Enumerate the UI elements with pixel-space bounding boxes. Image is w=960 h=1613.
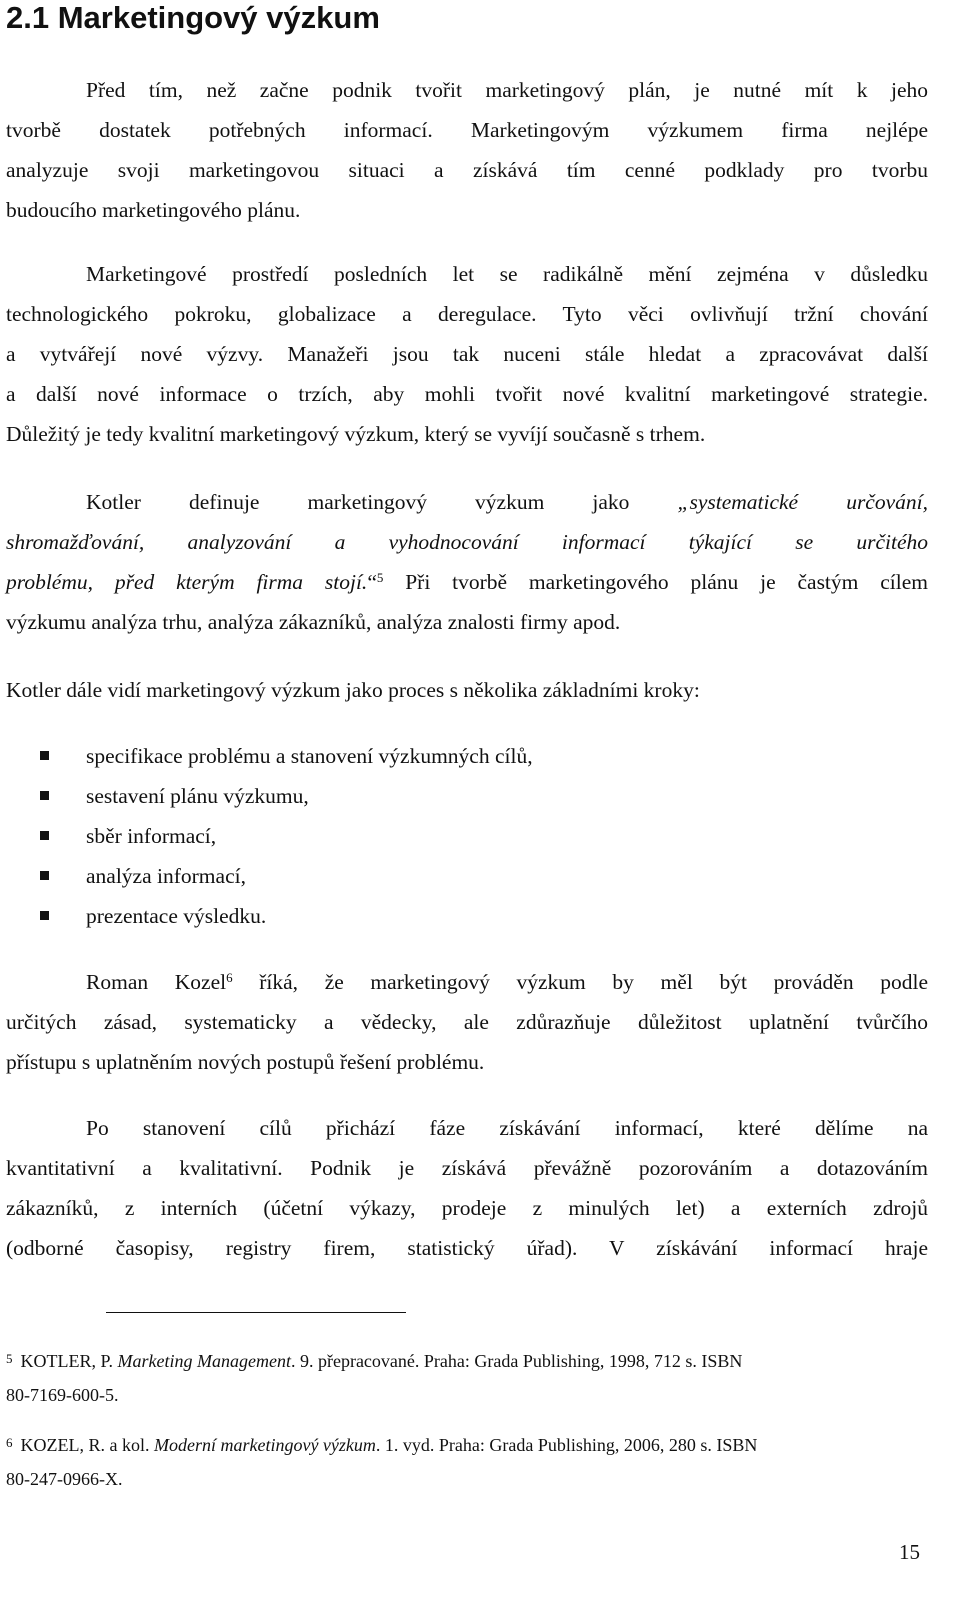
paragraph-line: Po stanovení cílů přichází fáze získávání informací, které dělíme na: [86, 1116, 928, 1140]
footnote: [6, 1344, 928, 1412]
bullet-square-icon: [40, 911, 49, 920]
paragraph-line: technologického pokroku, globalizace a deregulace. Tyto věci ovlivňují tržní chování: [6, 302, 928, 326]
closing-quote: “: [367, 570, 377, 594]
text-normal: Při tvorbě marketingového plánu je častým cílem: [383, 570, 928, 594]
footnote-number: 6: [6, 1435, 13, 1450]
footnote-text: KOTLER, P.: [20, 1351, 118, 1371]
list-item-text: prezentace výsledku.: [86, 904, 267, 928]
paragraph-line: kvantitativní a kvalitativní. Podnik je získává převážně pozorováním a dotazováním: [6, 1156, 928, 1180]
paragraph-line: [6, 962, 928, 1002]
list-item: [6, 736, 533, 776]
paragraph-line: Marketingové prostředí posledních let se radikálně mění zejména v důsledku: [86, 262, 928, 286]
footnote-line: [6, 1344, 928, 1378]
page-number: 15: [899, 1540, 920, 1564]
paragraph-line: analyzuje svoji marketingovou situaci a získává tím cenné podklady pro tvorbu: [6, 158, 928, 182]
text-normal: Roman Kozel: [86, 970, 227, 994]
footnote: [6, 1428, 928, 1496]
list-item: [6, 816, 533, 856]
quote-italic: problému, před kterým firma stojí.: [6, 570, 368, 594]
paragraph-6: [6, 1108, 928, 1268]
paragraph-line: budoucího marketingového plánu.: [6, 198, 301, 222]
footnote-line: 80-247-0966-X.: [6, 1469, 123, 1489]
bullet-square-icon: [40, 751, 49, 760]
paragraph-2: [6, 254, 928, 454]
paragraph-line: a další nové informace o trzích, aby mohli tvořit nové kvalitní marketingové strategie.: [6, 382, 928, 406]
bullet-square-icon: [40, 871, 49, 880]
paragraph-line: Důležitý je tedy kvalitní marketingový výzkum, který se vyvíjí současně s trhem.: [6, 422, 706, 446]
paragraph-1: [6, 70, 928, 230]
paragraph-5: [6, 962, 928, 1082]
footnote-text: . 1. vyd. Praha: Grada Publishing, 2006, 280 s. ISBN: [375, 1435, 758, 1455]
paragraph-line: Kotler dále vidí marketingový výzkum jako proces s několika základními kroky:: [6, 678, 700, 702]
paragraph-line: [6, 522, 928, 562]
footnote-ref[interactable]: 5: [376, 570, 384, 585]
paragraph-line: přístupu s uplatněním nových postupů řešení problému.: [6, 1050, 485, 1074]
paragraph-line: tvorbě dostatek potřebných informací. Marketingovým výzkumem firma nejlépe: [6, 118, 928, 142]
list-item-text: specifikace problému a stanovení výzkumných cílů,: [86, 744, 533, 768]
text-normal: Kotler definuje marketingový výzkum jako: [86, 490, 678, 514]
paragraph-3: [6, 482, 928, 642]
footnote-number: 5: [6, 1351, 13, 1366]
paragraph-line: výzkumu analýza trhu, analýza zákazníků, analýza znalosti firmy apod.: [6, 610, 621, 634]
paragraph-line: zákazníků, z interních (účetní výkazy, prodeje z minulých let) a externích zdrojů: [6, 1196, 928, 1220]
footnote-title: Marketing Management: [117, 1351, 291, 1371]
quote-italic: shromažďování, analyzování a vyhodnocování informací týkající se určitého: [6, 530, 928, 554]
bullet-square-icon: [40, 831, 49, 840]
list-item-text: sběr informací,: [86, 824, 217, 848]
list-item: [6, 896, 533, 936]
bullet-square-icon: [40, 791, 49, 800]
footnote-text: . 9. přepracované. Praha: Grada Publishing, 1998, 712 s. ISBN: [290, 1351, 743, 1371]
footnote-separator: [106, 1312, 406, 1313]
paragraph-line: Před tím, než začne podnik tvořit marketingový plán, je nutné mít k jeho: [86, 78, 928, 102]
paragraph-line: a vytvářejí nové výzvy. Manažeři jsou tak nuceni stále hledat a zpracovávat další: [6, 342, 928, 366]
list-item: [6, 776, 533, 816]
footnote-text: KOZEL, R. a kol.: [20, 1435, 154, 1455]
quote-italic: „systematické určování,: [677, 490, 928, 514]
paragraph-line: [6, 482, 928, 522]
paragraph-line: (odborné časopisy, registry firem, statistický úřad). V získávání informací hraje: [6, 1236, 928, 1260]
section-heading: 2.1 Marketingový výzkum: [6, 0, 380, 35]
list-item-text: analýza informací,: [86, 864, 246, 888]
footnote-line: [6, 1428, 928, 1462]
paragraph-line: [6, 562, 928, 602]
list-item: [6, 856, 533, 896]
text-normal: říká, že marketingový výzkum by měl být prováděn podle: [232, 970, 928, 994]
footnote-title: Moderní marketingový výzkum: [153, 1435, 376, 1455]
steps-list: [6, 736, 533, 936]
footnote-line: 80-7169-600-5.: [6, 1385, 119, 1405]
paragraph-line: určitých zásad, systematicky a vědecky, ale zdůrazňuje důležitost uplatnění tvůrčího: [6, 1010, 928, 1034]
footnote-ref[interactable]: 6: [226, 970, 233, 985]
list-item-text: sestavení plánu výzkumu,: [86, 784, 309, 808]
paragraph-4: [6, 670, 928, 710]
